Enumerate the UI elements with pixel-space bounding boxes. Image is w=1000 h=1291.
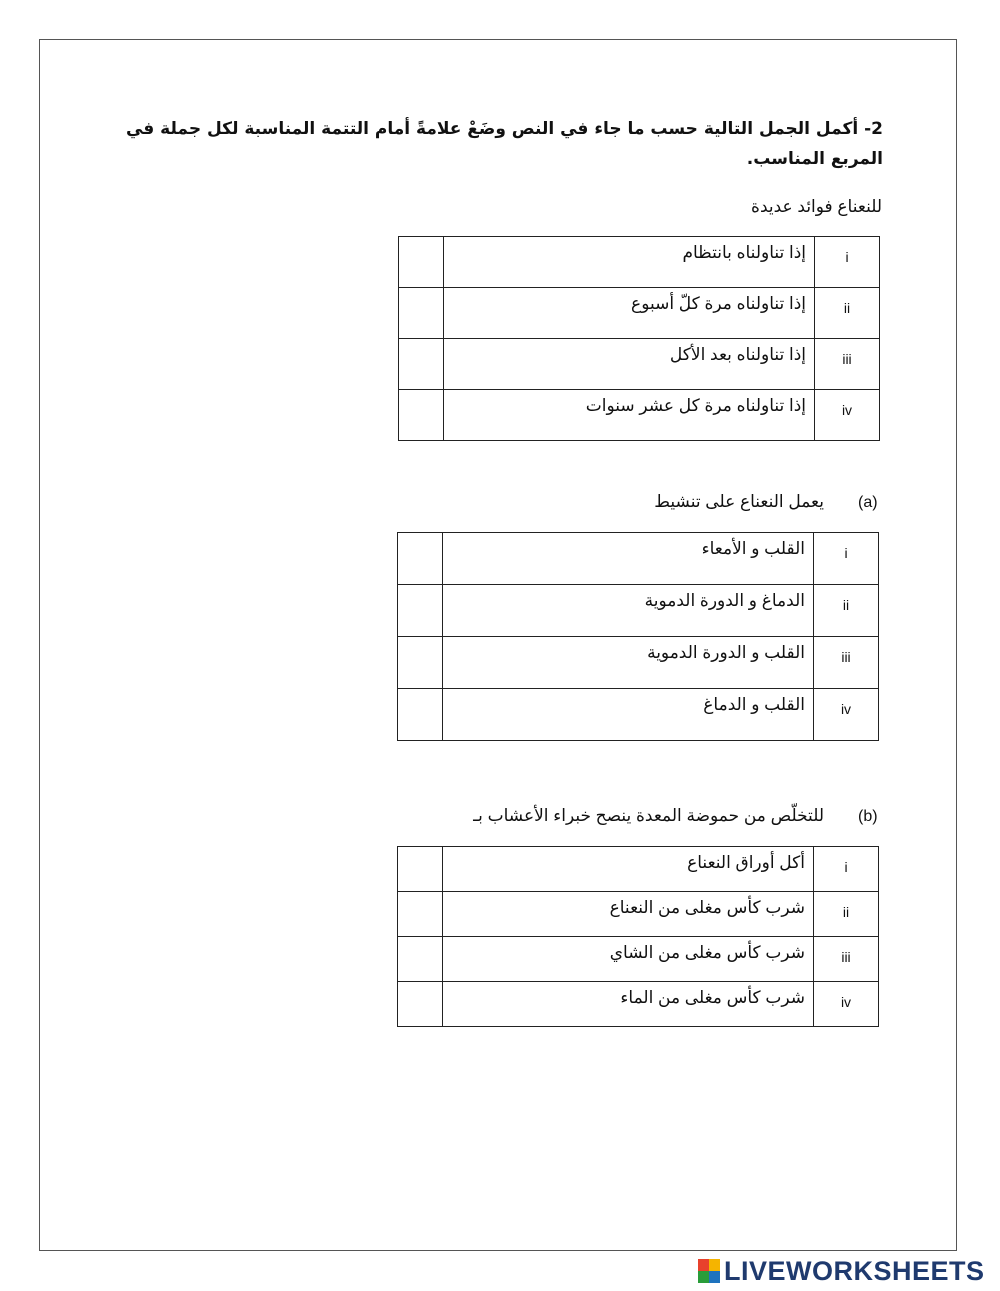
option-text: إذا تناولناه بعد الأكل: [444, 339, 815, 390]
logo-square: [709, 1259, 720, 1271]
table-row: [398, 637, 879, 689]
option-number: iv: [814, 982, 879, 1027]
option-text: شرب كأس مغلى من الشاي: [443, 937, 814, 982]
answer-box[interactable]: [398, 689, 443, 741]
part-a-label: (a): [858, 494, 878, 511]
answer-box[interactable]: [398, 637, 443, 689]
part-b-table: [397, 846, 879, 1027]
option-text: الدماغ و الدورة الدموية: [443, 585, 814, 637]
option-text: إذا تناولناه مرة كل عشر سنوات: [444, 390, 815, 441]
option-text: إذا تناولناه مرة كلّ أسبوع: [444, 288, 815, 339]
option-number: ii: [815, 288, 880, 339]
answer-box[interactable]: [398, 892, 443, 937]
table-row: [399, 288, 880, 339]
table-row: [398, 892, 879, 937]
option-number: iii: [815, 339, 880, 390]
part-a-table: [397, 532, 879, 741]
instruction-text: 2- أكمل الجمل التالية حسب ما جاء في النص وضَعْ علامةً أمام التتمة المناسبة لكل جملة في المربع المناسب.: [125, 119, 883, 169]
table-row: [398, 937, 879, 982]
intro-text: للنعناع فوائد عديدة: [751, 197, 882, 216]
option-text: القلب و الأمعاء: [443, 533, 814, 585]
answer-box[interactable]: [398, 847, 443, 892]
answer-box[interactable]: [399, 288, 444, 339]
answer-box[interactable]: [398, 937, 443, 982]
option-text: القلب و الدورة الدموية: [443, 637, 814, 689]
logo-square: [698, 1271, 709, 1283]
answer-box[interactable]: [398, 982, 443, 1027]
table-row: [398, 533, 879, 585]
intro-table: [398, 236, 880, 441]
option-text: شرب كأس مغلى من النعناع: [443, 892, 814, 937]
answer-box[interactable]: [398, 533, 443, 585]
table-row: [399, 339, 880, 390]
table-row: [399, 237, 880, 288]
table-row: [399, 390, 880, 441]
option-text: أكل أوراق النعناع: [443, 847, 814, 892]
option-number: iii: [814, 937, 879, 982]
table-row: [398, 689, 879, 741]
option-number: i: [814, 847, 879, 892]
option-text: القلب و الدماغ: [443, 689, 814, 741]
option-number: iv: [815, 390, 880, 441]
table-row: [398, 982, 879, 1027]
part-b-label: (b): [858, 808, 878, 825]
liveworksheets-logo: [698, 1256, 985, 1286]
answer-box[interactable]: [398, 585, 443, 637]
option-number: ii: [814, 585, 879, 637]
option-number: iv: [814, 689, 879, 741]
answer-box[interactable]: [399, 339, 444, 390]
answer-box[interactable]: [399, 390, 444, 441]
option-text: إذا تناولناه بانتظام: [444, 237, 815, 288]
option-number: ii: [814, 892, 879, 937]
logo-mark-icon: [698, 1259, 720, 1283]
table-row: [398, 585, 879, 637]
part-a-text: يعمل النعناع على تنشيط: [654, 492, 824, 511]
part-b-text: للتخلّص من حموضة المعدة ينصح خبراء الأعشاب بـ: [473, 806, 824, 825]
option-number: iii: [814, 637, 879, 689]
logo-square: [709, 1271, 720, 1283]
logo-text: LIVEWORKSHEETS: [724, 1255, 985, 1286]
option-number: i: [814, 533, 879, 585]
option-text: شرب كأس مغلى من الماء: [443, 982, 814, 1027]
answer-box[interactable]: [399, 237, 444, 288]
logo-square: [698, 1259, 709, 1271]
table-row: [398, 847, 879, 892]
option-number: i: [815, 237, 880, 288]
